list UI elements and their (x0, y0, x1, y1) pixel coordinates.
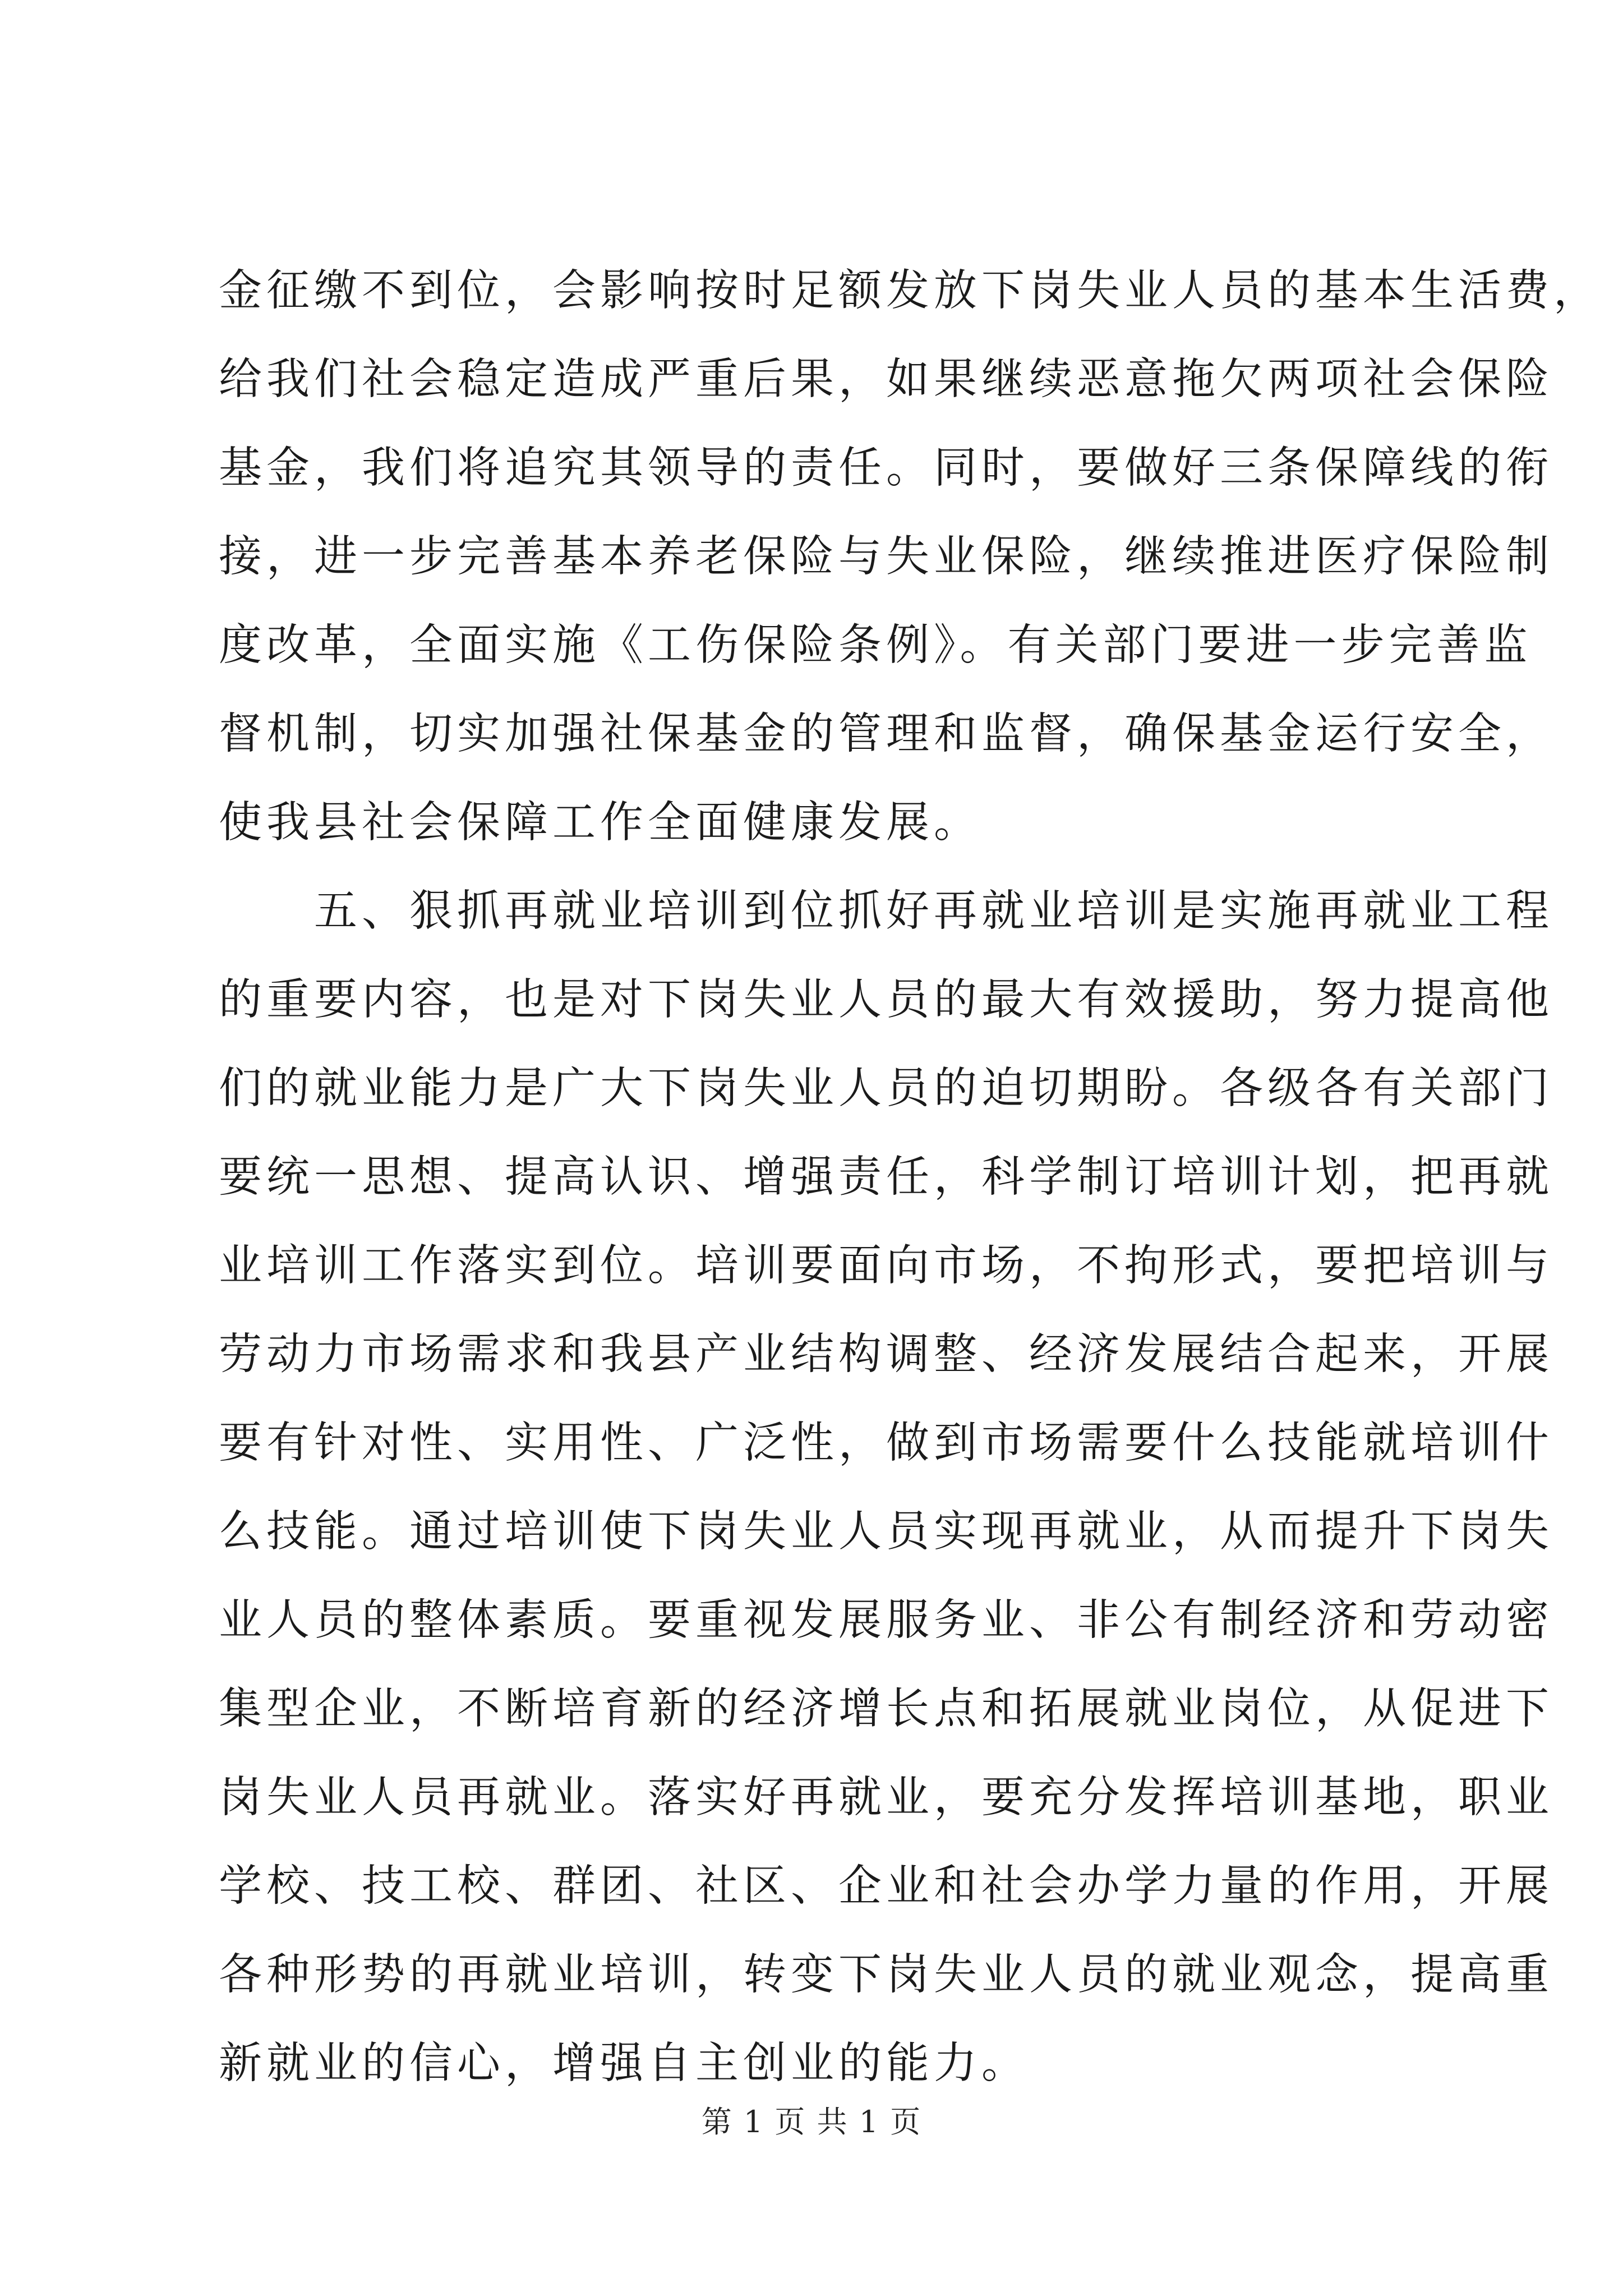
text-line: 督机制，切实加强社保基金的管理和监督，确保基金运行安全， (219, 709, 1553, 759)
text-line: 学校、技工校、群团、社区、企业和社会办学力量的作用，开展 (219, 1861, 1553, 1911)
text-line: 要统一思想、提高认识、增强责任，科学制订培训计划，把再就 (219, 1152, 1553, 1202)
text-line: 使我县社会保障工作全面健康发展。 (219, 798, 981, 848)
text-line: 基金，我们将追究其领导的责任。同时，要做好三条保障线的衔 (219, 443, 1553, 493)
text-line: 么技能。通过培训使下岗失业人员实现再就业，从而提升下岗失 (219, 1507, 1553, 1557)
document-body (219, 247, 1601, 2108)
text-line: 各种形势的再就业培训，转变下岗失业人员的就业观念，提高重 (219, 1950, 1553, 2000)
text-line: 的重要内容，也是对下岗失业人员的最大有效援助，努力提高他 (219, 975, 1553, 1025)
text-line: 新就业的信心，增强自主创业的能力。 (219, 2039, 1029, 2088)
text-line: 业培训工作落实到位。培训要面向市场，不拘形式，要把培训与 (219, 1241, 1553, 1291)
page-number-footer: 第 1 页 共 1 页 (701, 2104, 922, 2139)
text-line: 度改革，全面实施《工伤保险条例》。有关部门要进一步完善监 (219, 620, 1532, 670)
text-line: 们的就业能力是广大下岗失业人员的迫切期盼。各级各有关部门 (219, 1064, 1553, 1114)
text-line: 业人员的整体素质。要重视发展服务业、非公有制经济和劳动密 (219, 1595, 1553, 1645)
text-line: 劳动力市场需求和我县产业结构调整、经济发展结合起来，开展 (219, 1329, 1553, 1379)
text-line: 集型企业，不断培育新的经济增长点和拓展就业岗位，从促进下 (219, 1684, 1553, 1734)
text-line: 金征缴不到位，会影响按时足额发放下岗失业人员的基本生活费， (219, 266, 1601, 316)
text-line: 接，进一步完善基本养老保险与失业保险，继续推进医疗保险制 (219, 532, 1553, 582)
text-line: 岗失业人员再就业。落实好再就业，要充分发挥培训基地，职业 (219, 1773, 1553, 1823)
paragraph-start-line: 五、狠抓再就业培训到位抓好再就业培训是实施再就业工程 (314, 886, 1553, 936)
text-line: 给我们社会稳定造成严重后果，如果继续恶意拖欠两项社会保险 (219, 355, 1553, 404)
text-line: 要有针对性、实用性、广泛性，做到市场需要什么技能就培训什 (219, 1418, 1553, 1468)
